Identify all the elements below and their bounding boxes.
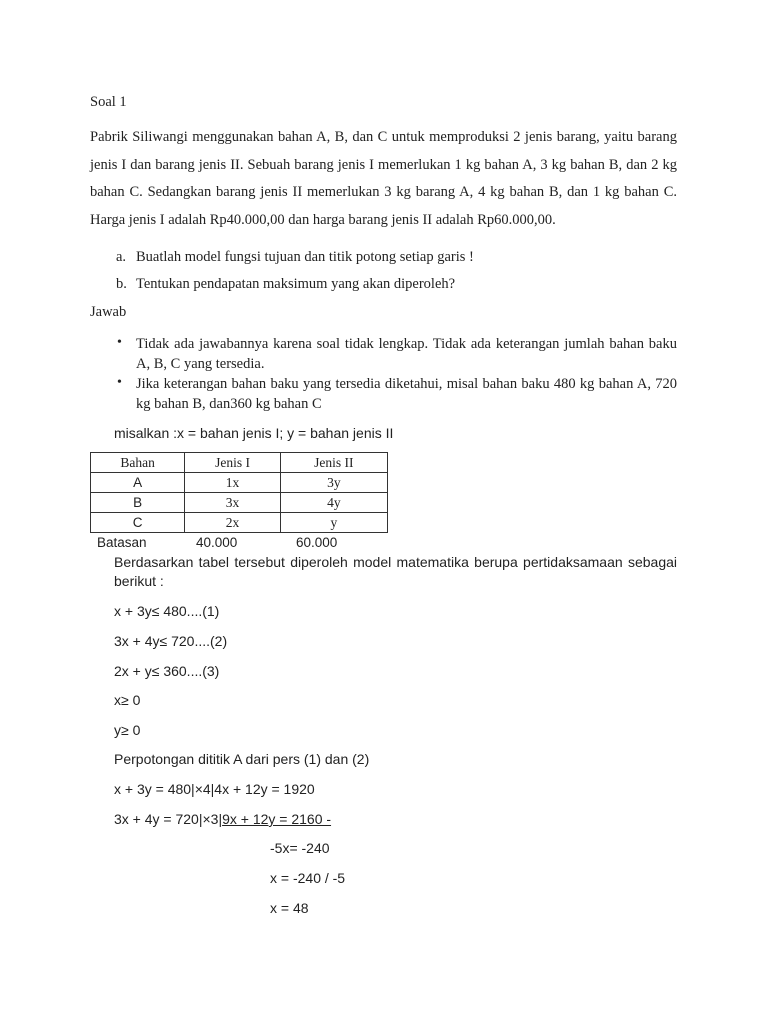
problem-paragraph: Pabrik Siliwangi menggunakan bahan A, B, dan C untuk memproduksi 2 jenis barang, yaitu barang jenis I dan barang jenis II. Sebuah barang jenis I memerlukan 1 kg bahan A, 3 kg bahan B, dan 2 kg bahan C. Sedangkan barang jenis II memerlukan 3 kg barang A, 4 kg bahan B, dan 1 kg bahan C. Harga jenis I adalah Rp40.000,00 dan harga barang jenis II adalah Rp60.000,00.: [90, 129, 677, 228]
variable-definition: misalkan :x = bahan jenis I; y = bahan jenis II: [114, 425, 394, 441]
elimination-line-2-underlined: 9x + 12y = 2160 -: [222, 811, 332, 827]
table-row: [91, 473, 388, 493]
elimination-result-2: x = -240 / -5: [270, 870, 346, 886]
model-intro: Berdasarkan tabel tersebut diperoleh model matematika berupa pertidaksamaan sebagai berikut :: [114, 554, 677, 589]
inequality-4: x≥ 0: [114, 692, 141, 708]
bullet-2-marker: •: [117, 375, 122, 390]
table-cell: 3x: [185, 493, 280, 513]
material-table: [90, 452, 388, 533]
table-header-cell: Jenis II: [280, 453, 387, 473]
bullet-1-text: Tidak ada jawabannya karena soal tidak lengkap. Tidak ada keterangan jumlah bahan baku A, B, C yang tersedia.: [136, 336, 677, 372]
elimination-result-3: x = 48: [270, 900, 309, 916]
section-heading: Soal 1: [90, 94, 127, 110]
inequality-3: 2x + y≤ 360....(3): [114, 663, 220, 679]
table-cell: A: [91, 473, 185, 493]
question-a-text: Buatlah model fungsi tujuan dan titik potong setiap garis !: [136, 249, 474, 265]
batasan-label: Batasan: [97, 535, 147, 550]
elimination-line-2-prefix: 3x + 4y = 720|×3|: [114, 811, 223, 827]
table-cell: 4y: [280, 493, 387, 513]
inequality-5: y≥ 0: [114, 722, 141, 738]
table-row: [91, 513, 388, 533]
elimination-line-1: x + 3y = 480|×4|4x + 12y = 1920: [114, 781, 315, 797]
table-header-row: [91, 453, 388, 473]
table-cell: B: [91, 493, 185, 513]
table-cell: 2x: [185, 513, 280, 533]
intersection-intro: Perpotongan dititik A dari pers (1) dan (2): [114, 751, 370, 767]
question-a-marker: a.: [116, 249, 127, 265]
table-header-cell: Jenis I: [185, 453, 280, 473]
batasan-price-2: 60.000: [296, 535, 338, 550]
table-cell: 1x: [185, 473, 280, 493]
bullet-2-text: Jika keterangan bahan baku yang tersedia diketahui, misal bahan baku 480 kg bahan A, 720 kg bahan B, dan360 kg bahan C: [136, 376, 677, 412]
bullet-1-marker: •: [117, 335, 122, 350]
table-cell: C: [91, 513, 185, 533]
elimination-line-2: [114, 811, 331, 827]
question-b-text: Tentukan pendapatan maksimum yang akan diperoleh?: [136, 276, 456, 292]
batasan-price-1: 40.000: [196, 535, 238, 550]
inequality-2: 3x + 4y≤ 720....(2): [114, 633, 228, 649]
question-b-marker: b.: [116, 276, 127, 292]
table-row: [91, 493, 388, 513]
elimination-result-1: -5x= -240: [270, 840, 330, 856]
answer-label: Jawab: [90, 304, 127, 320]
inequality-1: x + 3y≤ 480....(1): [114, 603, 220, 619]
table-cell: 3y: [280, 473, 387, 493]
table-cell: y: [280, 513, 387, 533]
table-header-cell: Bahan: [91, 453, 185, 473]
